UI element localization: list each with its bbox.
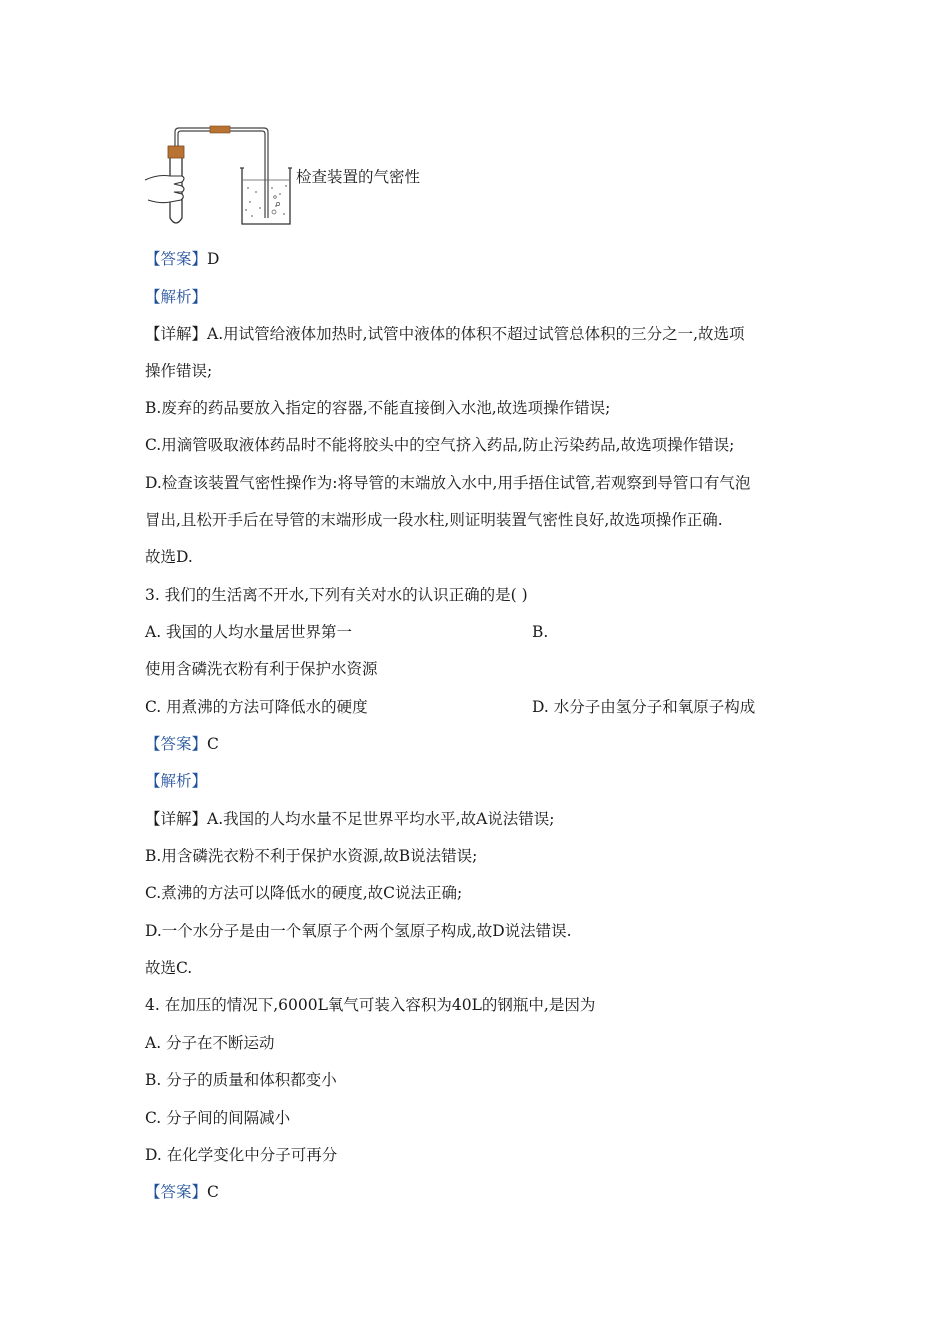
- detail-tag: 【详解】: [145, 810, 208, 828]
- q2-detail-b: B.废弃的药品要放入指定的容器,不能直接倒入水池,故选项操作错误;: [145, 399, 611, 417]
- q3-detail-c: C.煮沸的方法可以降低水的硬度,故C说法正确;: [145, 884, 463, 902]
- bubbles: [272, 196, 280, 214]
- detail-text: A.我国的人均水量不足世界平均水平,故A说法错误;: [207, 810, 555, 828]
- answer-value: C: [207, 1183, 219, 1201]
- delivery-tube: [175, 128, 268, 218]
- rubber-stopper: [168, 146, 184, 158]
- q2-detail-d-line2: 冒出,且松开手后在导管的末端形成一段水柱,则证明装置气密性良好,故选项操作正确.: [145, 511, 723, 529]
- detail-tag: 【详解】: [145, 325, 208, 343]
- airtightness-apparatus-figure: [140, 118, 300, 230]
- q2-analysis-heading: [145, 287, 207, 307]
- q2-detail-a-line2: 操作错误;: [145, 362, 213, 380]
- q2-detail-d-line1: D.检查该装置气密性操作为:将导管的末端放入水中,用手捂住试管,若观察到导管口有气泡: [145, 474, 751, 492]
- q3-option-b-label: B.: [532, 623, 549, 641]
- q3-detail-b: B.用含磷洗衣粉不利于保护水资源,故B说法错误;: [145, 847, 478, 865]
- q4-option-d: D. 在化学变化中分子可再分: [145, 1146, 338, 1164]
- q3-option-d: D. 水分子由氢分子和氧原子构成: [532, 698, 756, 716]
- q2-detail-a-line1: [145, 324, 745, 344]
- beaker: [242, 168, 290, 224]
- figure-caption: 检查装置的气密性: [296, 168, 421, 186]
- q3-answer: [145, 734, 219, 754]
- answer-tag: 【答案】: [145, 250, 208, 268]
- detail-text: A.用试管给液体加热时,试管中液体的体积不超过试管总体积的三分之一,故选项: [207, 325, 745, 343]
- hand: [145, 176, 184, 203]
- q3-option-a: A. 我国的人均水量居世界第一: [145, 623, 353, 641]
- answer-tag: 【答案】: [145, 735, 208, 753]
- answer-value: D: [207, 250, 220, 268]
- q3-analysis-heading: [145, 771, 207, 791]
- q3-option-b-text: 使用含磷洗衣粉有利于保护水资源: [145, 660, 378, 678]
- q4-stem: 4. 在加压的情况下,6000L氧气可装入容积为40L的钢瓶中,是因为: [145, 996, 596, 1014]
- answer-tag: 【答案】: [145, 1183, 208, 1201]
- q4-option-b: B. 分子的质量和体积都变小: [145, 1071, 337, 1089]
- apparatus-drawing: [140, 118, 300, 230]
- q2-detail-c: C.用滴管吸取液体药品时不能将胶头中的空气挤入药品,防止污染药品,故选项操作错误;: [145, 436, 735, 454]
- q3-detail-d: D.一个水分子是由一个氧原子个两个氢原子构成,故D说法错误.: [145, 922, 572, 940]
- q3-detail-a: [145, 809, 554, 829]
- q3-conclusion: 故选C.: [145, 959, 193, 977]
- q3-stem: 3. 我们的生活离不开水,下列有关对水的认识正确的是( ): [145, 586, 528, 604]
- analysis-tag: 【解析】: [145, 288, 208, 306]
- analysis-tag: 【解析】: [145, 772, 208, 790]
- q4-option-a: A. 分子在不断运动: [145, 1034, 275, 1052]
- q4-option-c: C. 分子间的间隔减小: [145, 1109, 291, 1127]
- q2-conclusion: 故选D.: [145, 548, 193, 566]
- q2-answer: [145, 249, 219, 269]
- q3-option-c: C. 用煮沸的方法可降低水的硬度: [145, 698, 368, 716]
- water-dots: [245, 185, 287, 217]
- q4-answer: [145, 1182, 219, 1202]
- rubber-connector: [210, 126, 230, 133]
- answer-value: C: [207, 735, 219, 753]
